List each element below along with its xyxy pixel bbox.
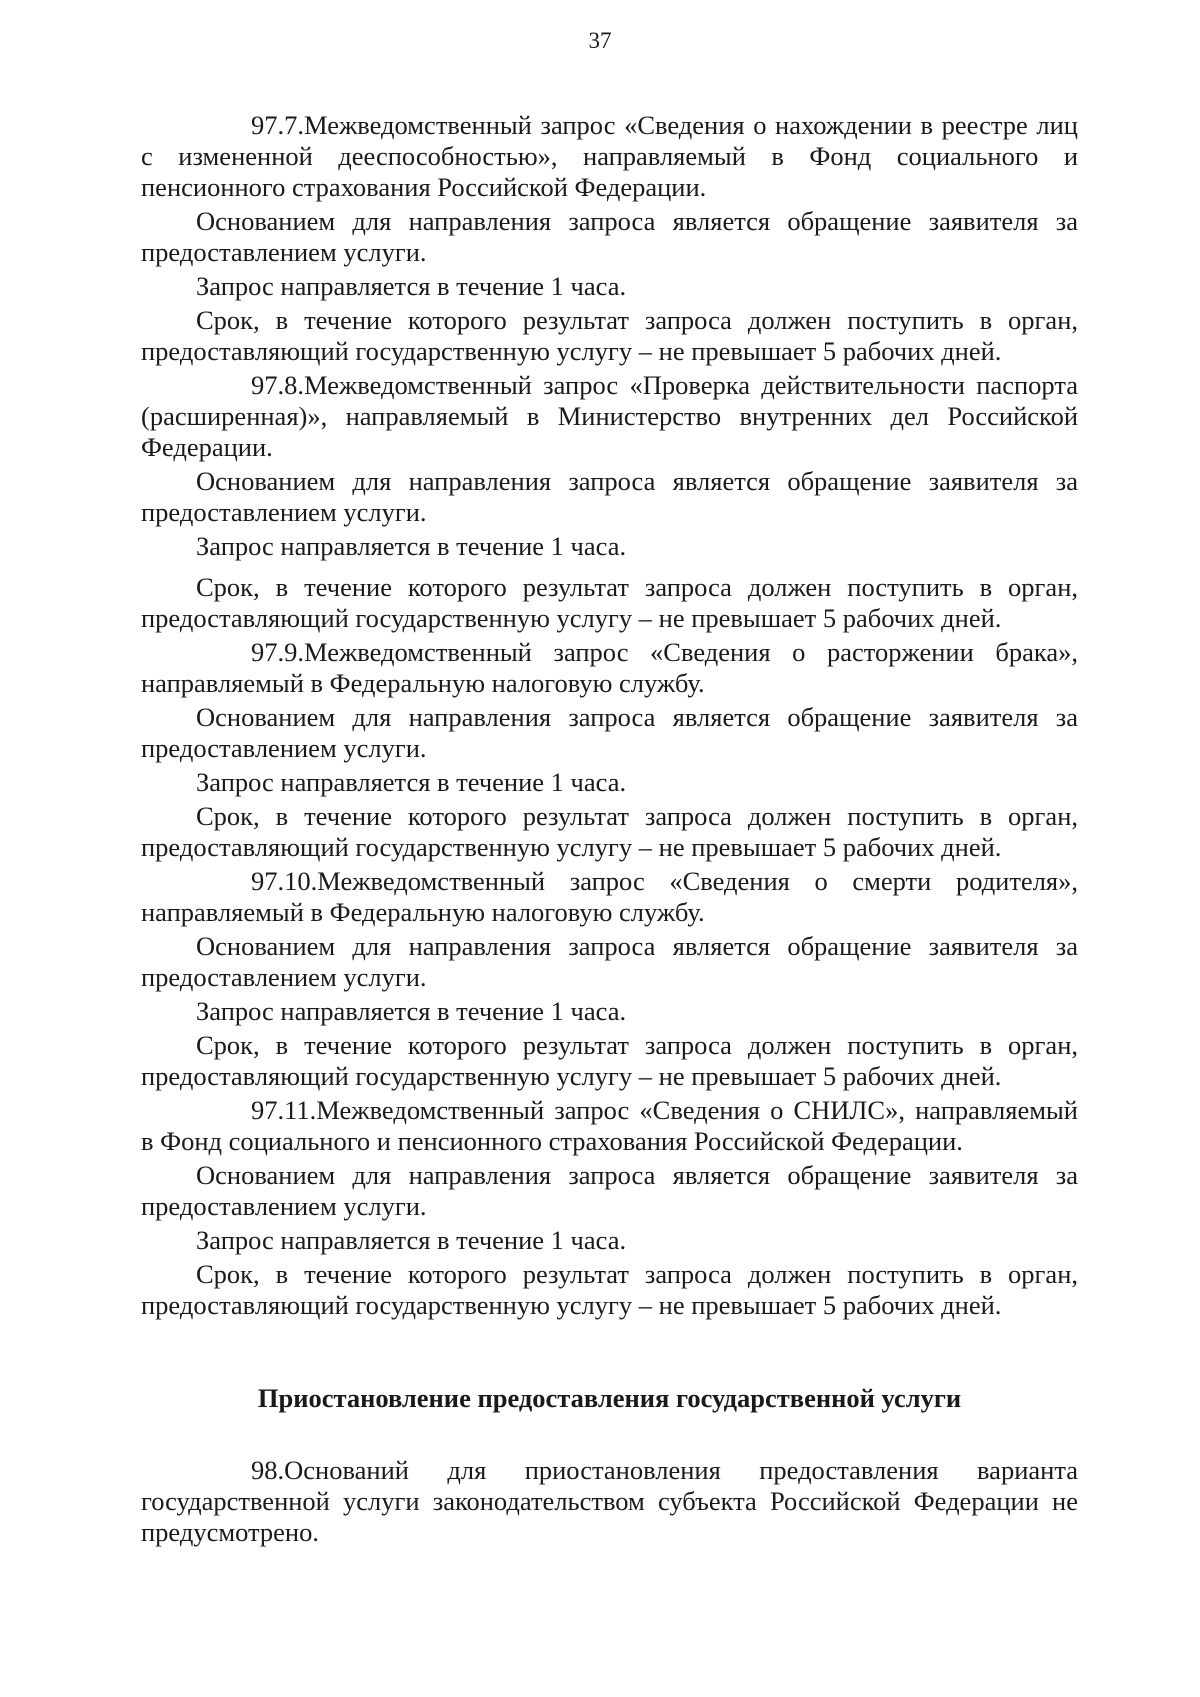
section-97-9-deadline: Срок, в течение которого результат запроса должен поступить в орган, предоставляющий государственную услугу – не превышает 5 рабочих дней. [141,801,1078,862]
section-97-10-deadline: Срок, в течение которого результат запроса должен поступить в орган, предоставляющий государственную услугу – не превышает 5 рабочих дней. [141,1030,1078,1091]
section-number: 98. [251,1455,285,1485]
section-97-7-timing: Запрос направляется в течение 1 часа. [196,271,627,301]
section-97-8-basis: Основанием для направления запроса является обращение заявителя за предоставлением услуги. [141,466,1078,527]
section-97-7-basis: Основанием для направления запроса является обращение заявителя за предоставлением услуги. [141,206,1078,267]
section-title-text: Межведомственный запрос «Сведения о СНИЛС», направляемый в Фонд социального и пенсионного страхования Российской Федерации. [141,1095,1078,1156]
section-number: 97.8. [251,370,304,400]
section-title-text: Межведомственный запрос «Сведения о расторжении брака», направляемый в Федеральную налоговую службу. [141,637,1078,698]
section-97-11-deadline: Срок, в течение которого результат запроса должен поступить в орган, предоставляющий государственную услугу – не превышает 5 рабочих дней. [141,1259,1078,1320]
section-97-8-title [141,370,1078,463]
section-title-text: Межведомственный запрос «Проверка действительности паспорта (расширенная)», направляемый в Министерство внутренних дел Российской Федерации. [141,370,1078,462]
section-97-11-timing: Запрос направляется в течение 1 часа. [196,1225,627,1255]
section-97-8-timing: Запрос направляется в течение 1 часа. [196,531,627,561]
section-heading: Приостановление предоставления государственной услуги [257,1383,962,1413]
section-97-10-basis: Основанием для направления запроса является обращение заявителя за предоставлением услуги. [141,931,1078,992]
section-number: 97.11. [251,1095,317,1125]
section-number: 97.7. [251,110,304,140]
section-97-10-title [141,866,1078,928]
section-97-10-timing: Запрос направляется в течение 1 часа. [196,996,627,1026]
section-97-7-deadline: Срок, в течение которого результат запроса должен поступить в орган, предоставляющий государственную услугу – не превышает 5 рабочих дней. [141,305,1078,366]
section-97-9-basis: Основанием для направления запроса является обращение заявителя за предоставлением услуги. [141,702,1078,763]
section-title-text: Межведомственный запрос «Сведения о нахождении в реестре лиц с измененной дееспособностью», направляемый в Фонд социального и пенсионного страхования Российской Федерации. [141,110,1078,202]
page-number: 37 [588,28,612,53]
section-98-text: Оснований для приостановления предоставления варианта государственной услуги законодательством субъекта Российской Федерации не предусмотрено. [141,1455,1078,1547]
section-97-9-title [141,637,1078,699]
section-number: 97.9. [251,637,304,667]
section-number: 97.10. [251,866,318,896]
section-title-text: Межведомственный запрос «Сведения о смерти родителя», направляемый в Федеральную налоговую службу. [141,866,1078,927]
section-97-9-timing: Запрос направляется в течение 1 часа. [196,767,627,797]
section-97-11-title [141,1095,1078,1157]
section-97-7-title [141,110,1078,203]
section-97-11-basis: Основанием для направления запроса является обращение заявителя за предоставлением услуги. [141,1160,1078,1221]
document-body [141,110,1078,1551]
section-97-8-deadline: Срок, в течение которого результат запроса должен поступить в орган, предоставляющий государственную услугу – не превышает 5 рабочих дней. [141,572,1078,633]
section-98 [141,1455,1078,1548]
